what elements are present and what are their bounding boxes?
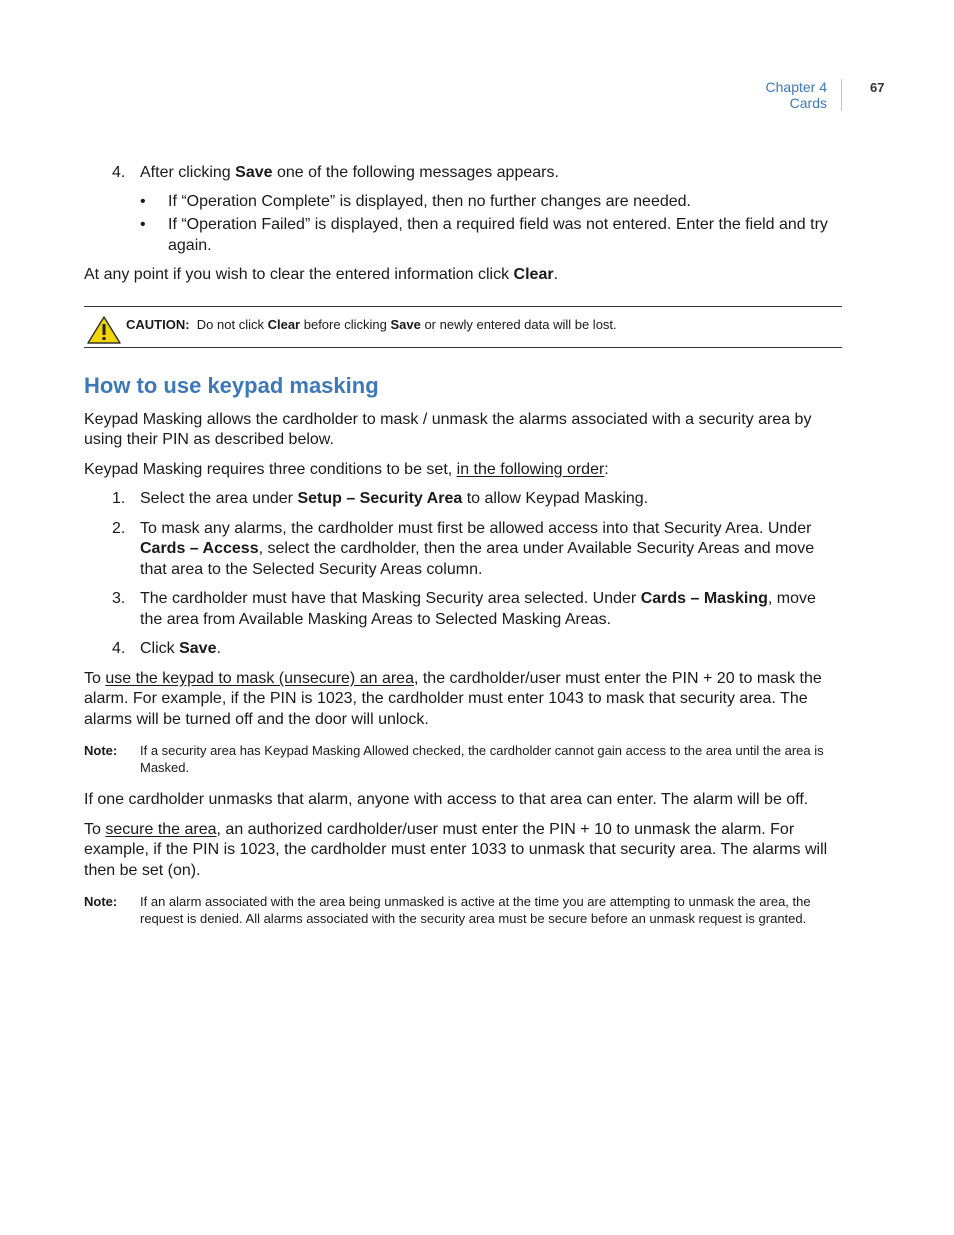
order-link: in the following order [456, 460, 605, 478]
step-number: 3. [112, 590, 126, 607]
intro-paragraph: Keypad Masking allows the cardholder to mask / unmask the alarms associated with a security area by using their PIN as described below. [84, 410, 812, 448]
message-bullet-list [84, 192, 842, 257]
warning-triangle-icon [87, 316, 121, 344]
mask-paragraph: To use the keypad to mask (unsecure) an area, the cardholder/user must enter the PIN + 20 to mask the alarm. For example, if the PIN is 1023, the cardholder must enter 1043 to mask that security area. The alarms will be turned off and the door will unlock. [84, 669, 822, 728]
secure-paragraph: To secure the area, an authorized cardholder/user must enter the PIN + 10 to unmask the alarm. For example, if the PIN is 1023, the cardholder must enter 1033 to unmask that security area. The alarms will then be set (on). [84, 820, 828, 879]
mask-link: use the keypad to mask (unsecure) an area [105, 669, 414, 687]
caution-text: CAUTION: Do not click Clear before clicking Save or newly entered data will be lost. [126, 316, 617, 332]
list-item: 3. The cardholder must have that Masking Security area selected. Under Cards – Masking, move the area from Available Masking Areas to Selected Masking Areas. [112, 590, 816, 628]
list-item: • If “Operation Failed” is displayed, then a required field was not entered. Enter the field and try again. [140, 216, 828, 254]
bullet-icon: • [140, 216, 146, 233]
list-item: 4. Click Save. [84, 639, 842, 660]
note-label: Note: [84, 743, 118, 758]
clear-paragraph: At any point if you wish to clear the entered information click Clear. [84, 266, 559, 283]
note-label: Note: [84, 894, 118, 909]
step-number: 1. [112, 490, 126, 507]
list-item: 1. Select the area under Setup – Security Area to allow Keypad Masking. [84, 489, 842, 510]
note-2: Note: If an alarm associated with the area being unmasked is active at the time you are attempting to unmask the area, the request is denied. All alarms associated with the security area must be secure before an unmask request is granted. [84, 894, 811, 926]
section-label: Cards [789, 95, 827, 111]
unmask-paragraph: If one cardholder unmasks that alarm, anyone with access to that area can enter. The alarm will be off. [84, 791, 809, 808]
page-number: 67 [870, 80, 885, 95]
secure-link: secure the area [105, 820, 217, 838]
step-number: 4. [112, 640, 126, 657]
list-item: • If “Operation Complete” is displayed, then no further changes are needed. [84, 192, 842, 213]
step-number: 2. [112, 519, 126, 537]
conditions-paragraph: Keypad Masking requires three conditions to be set, in the following order: [84, 460, 609, 478]
list-item: 2. To mask any alarms, the cardholder must first be allowed access into that Security Area. Under Cards – Access, select the cardholder, then the area under Available Security Areas and move that area to the Selected Security Areas column. [112, 519, 815, 578]
step-number: 4. [112, 164, 126, 181]
caution-box [84, 306, 842, 348]
steps-list [84, 489, 842, 660]
caution-label: CAUTION: [126, 316, 190, 332]
bullet-icon: • [140, 192, 146, 210]
section-heading: How to use keypad masking [84, 372, 379, 398]
page-body [84, 163, 842, 941]
note-1: Note: If a security area has Keypad Masking Allowed checked, the cardholder cannot gain access to the area until the area is Masked. [84, 743, 824, 775]
chapter-label: Chapter 4 [765, 79, 827, 95]
running-header [766, 79, 842, 111]
step-4-save: 4. After clicking Save one of the following messages appears. [84, 163, 842, 184]
